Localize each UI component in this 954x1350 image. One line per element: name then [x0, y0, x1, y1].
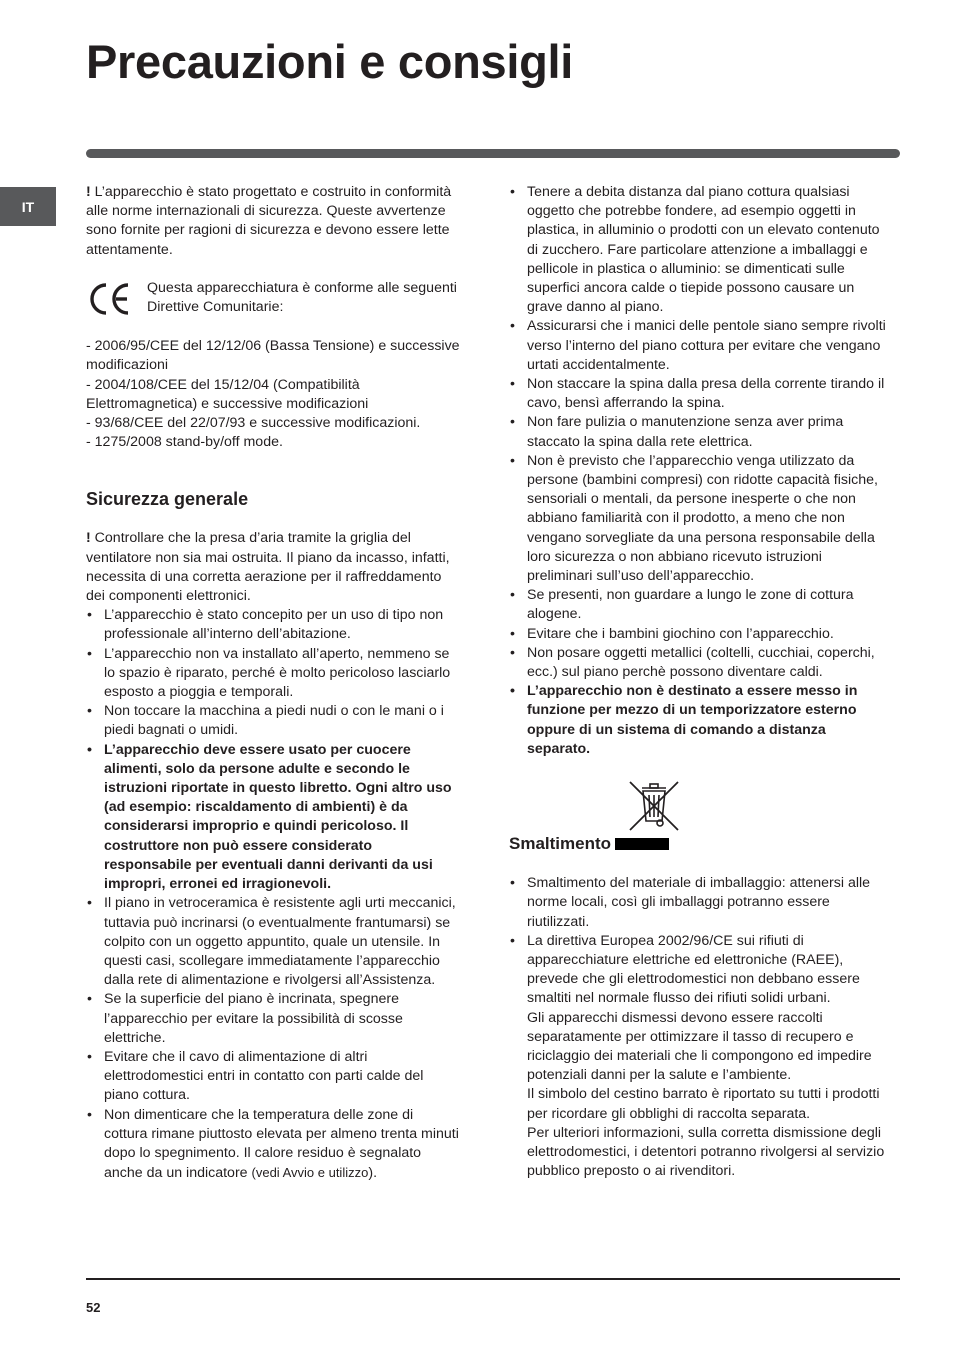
list-item: • Se la superficie del piano è incrinata, spegnere l’apparecchio per evitare la possibilità di scosse elettriche. [86, 990, 460, 1048]
list-item: • Non staccare la spina dalla presa della corrente tirando il cavo, bensì afferrando la spina. [509, 375, 887, 413]
title-divider [86, 149, 900, 158]
list-item [86, 1106, 460, 1184]
page-title: Precauzioni e consigli [86, 35, 574, 88]
smaltimento-header [509, 759, 887, 874]
page-number: 52 [86, 1300, 101, 1315]
list-item-paragraph: Per ulteriori informazioni, sulla corretta dismissione degli elettrodomestici, i detentori potranno rivolgersi al servizio pubblico preposto o ai rivenditori. [527, 1124, 885, 1180]
sicurezza-intro [86, 529, 460, 606]
list-item-paragraph: Gli apparecchi dismessi devono essere raccolti separatamente per ottimizzare il tasso di recupero e riciclaggio dei materiali che li compongono ed impedire potenziali danni per la salute e l’ambiente. [527, 1009, 872, 1084]
warning-mark: ! [86, 530, 91, 547]
list-item: • L’apparecchio è stato concepito per un uso di tipo non professionale all’interno dell’abitazione. [86, 606, 460, 644]
ce-conformity [86, 279, 460, 317]
list-item: • L’apparecchio non è destinato a essere messo in funzione per mezzo di un temporizzatore esterno oppure di un sistema di comando a distanza separato. [509, 682, 887, 759]
section-heading-sicurezza: Sicurezza generale [86, 489, 249, 510]
list-item [509, 932, 887, 1182]
list-item-text: • La direttiva Europea 2002/96/CE sui rifiuti di apparecchiature elettriche ed elettroniche (RAEE), prevede che gli elettrodomestici non debbano essere smaltiti nel normale flusso dei rifiuti solidi urbani. [527, 932, 860, 1007]
list-item: • Se presenti, non guardare a lungo le zone di cottura alogene. [509, 586, 887, 624]
directive-item: - 2006/95/CEE del 12/12/06 (Bassa Tensione) e successive modificazioni [86, 338, 460, 374]
warning-mark: ! [86, 184, 91, 200]
directives-list [86, 337, 460, 452]
right-column [509, 183, 887, 1181]
weee-bar-icon [615, 838, 669, 850]
footer-divider [86, 1278, 900, 1280]
list-item: • Non toccare la macchina a piedi nudi o con le mani o i piedi bagnati o umidi. [86, 702, 460, 740]
list-item: • L’apparecchio deve essere usato per cuocere alimenti, solo da persone adulte e secondo le istruzioni riportate in questo libretto. Ogni altro uso (ad esempio: riscaldamento di ambienti) è da considerarsi improprio e quindi pericoloso. Il costruttore non può essere considerato responsabile per eventuali danni derivanti da usi impropri, erronei ed irragionevoli. [86, 741, 460, 895]
list-item: • Tenere a debita distanza dal piano cottura qualsiasi oggetto che potrebbe fondere, ad esempio oggetti in plastica, in alluminio o prodotti con un elevato contenuto di zucchero. Fare particolare attenzione a imballaggi e pellicole in plastica o alluminio: se dimenticati sulle superfici ancora calde o tiepide possono causare un grave danno al piano. [509, 183, 887, 317]
sicurezza-intro-text: Controllare che la presa d’aria tramite la griglia del ventilatore non sia mai ostruita. Il piano da incasso, infatti, necessita di una corretta aerazione per il raffreddamento dei componenti elettronici. [86, 530, 450, 605]
list-item: • Non fare pulizia o manutenzione senza aver prima staccato la spina dalla rete elettrica. [509, 413, 887, 451]
intro-text: L’apparecchio è stato progettato e costruito in conformità alle norme internazionali di sicurezza. Queste avvertenze sono fornite per ragioni di sicurezza e devono essere lette attentamente. [86, 184, 452, 258]
list-item-paragraph: Il simbolo del cestino barrato è riportato su tutti i prodotti per ricordare gli obblighi di raccolta separata. [527, 1086, 880, 1122]
list-item: • Smaltimento del materiale di imballaggio: attenersi alle norme locali, così gli imballaggi potranno essere riutilizzati. [509, 874, 887, 932]
list-item: • Evitare che il cavo di alimentazione di altri elettrodomestici entri in contatto con parti calde del piano cottura. [86, 1048, 460, 1106]
list-item-close: ). [368, 1165, 378, 1182]
directive-item: - 93/68/CEE del 22/07/93 e successive modificazioni. [86, 415, 421, 432]
section-heading-smaltimento [509, 833, 669, 855]
list-item: • L’apparecchio non va installato all’aperto, nemmeno se lo spazio è riparato, perché è molto pericoloso lasciarlo esposto a pioggia e temporali. [86, 645, 460, 703]
sicurezza-list [86, 606, 460, 1183]
smaltimento-title: Smaltimento [509, 834, 612, 854]
list-item: • Il piano in vetroceramica è resistente agli urti meccanici, tuttavia può incrinarsi (o eventualmente frantumarsi) se colpito con un oggetto appuntito, quale un utensile. In questi casi, scollegare immediatamente l’apparecchio dalla rete di alimentazione e rivolgersi all’Assistenza. [86, 894, 460, 990]
precautions-list [509, 183, 887, 759]
directive-item: - 1275/2008 stand-by/off mode. [86, 434, 283, 451]
left-column [86, 183, 460, 1183]
smaltimento-list [509, 874, 887, 1181]
list-item: • Evitare che i bambini giochino con l’apparecchio. [509, 625, 887, 644]
list-item: • Non posare oggetti metallici (coltelli, cucchiai, coperchi, ecc.) sul piano perchè possono diventare caldi. [509, 644, 887, 682]
language-tab: IT [0, 187, 56, 226]
intro-paragraph [86, 183, 460, 260]
crossed-bin-icon [627, 779, 681, 833]
cross-reference: (vedi Avvio e utilizzo [251, 1165, 369, 1181]
list-item: • Non è previsto che l’apparecchio venga utilizzato da persone (bambini compresi) con ridotte capacità fisiche, sensoriali o mentali, da persone inesperte o che non abbiano familiarità con il prodotto, a meno che non vengano sorvegliate da una persona responsabile della loro sicurezza o non abbiano ricevuto istruzioni preliminari sull’uso dell’apparecchio. [509, 452, 887, 586]
list-item-text: Non dimenticare che la temperatura delle zone di cottura rimane piuttosto elevata per almeno trenta minuti dopo lo spegnimento. Il calore residuo è segnalato anche da un indicatore [104, 1106, 459, 1182]
list-item: • Assicurarsi che i manici delle pentole siano sempre rivolti verso l’interno del piano cottura per evitare che vengano urtati accidentalmente. [509, 317, 887, 375]
ce-mark-icon [86, 281, 132, 317]
ce-text: Questa apparecchiatura è conforme alle seguenti Direttive Comunitarie: [147, 279, 457, 316]
directive-item: - 2004/108/CEE del 15/12/04 (Compatibilità Elettromagnetica) e successive modificazioni [86, 376, 369, 412]
